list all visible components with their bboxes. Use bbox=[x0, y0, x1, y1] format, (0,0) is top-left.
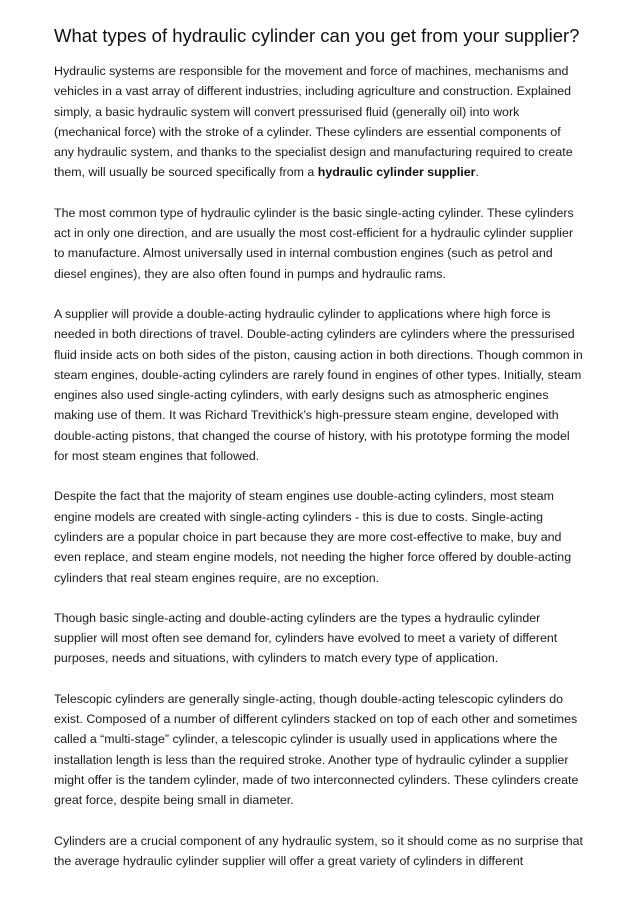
document-page bbox=[54, 26, 584, 891]
paragraph-telescopic-tandem: Telescopic cylinders are generally single-acting, though double-acting telescopic cylinders do exist. Composed of a number of different cylinders stacked on top of each other and sometimes called a “multi-stage” cylinder, a telescopic cylinder is usually used in applications where the installation length is less than the required stroke. Another type of hydraulic cylinder a supplier might offer is the tandem cylinder, made of two interconnected cylinders. These cylinders create great force, despite being small in diameter. bbox=[54, 691, 579, 808]
paragraph-steam-engine-models: Despite the fact that the majority of steam engines use double-acting cylinders, most steam engine models are created with single-acting cylinders - this is due to costs. Single-acting cylinders are a popular choice in part because they are more cost-effective to make, buy and even replace, and steam engine models, not needing the higher force offered by double-acting cylinders that real steam engines require, are no exception. bbox=[54, 489, 572, 585]
paragraph-double-acting: A supplier will provide a double-acting hydraulic cylinder to applications where high force is needed in both directions of travel. Double-acting cylinders are cylinders where the pressurised fluid inside acts on both sides of the piston, causing action in both directions. Though common in steam engines, double-acting cylinders are rarely found in engines of other types. Initially, steam engines also used single-acting cylinders, with early designs such as atmospheric engines making use of them. It was Richard Trevithick’s high-pressure steam engine, developed with double-acting pistons, that changed the course of history, with his prototype forming the model for most steam engines that followed. bbox=[54, 306, 583, 464]
paragraph-intro-text: Hydraulic systems are responsible for the movement and force of machines, mechanisms and vehicles in a vast array of different industries, including agriculture and construction. Explained simply, a basic hydraulic system will convert pressurised fluid (generally oil) into work (mechanical force) with the stroke of a cylinder. These cylinders are essential components of any hydraulic system, and thanks to the specialist design and manufacturing required to create them, will usually be sourced specifically from a bbox=[54, 64, 573, 180]
paragraph-single-acting: The most common type of hydraulic cylinder is the basic single-acting cylinder. These cylinders act in only one direction, and are usually the most cost-efficient for a hydraulic cylinder supplier to manufacture. Almost universally used in internal combustion engines (such as petrol and diesel engines), they are also often found in pumps and hydraulic rams. bbox=[54, 205, 574, 281]
hydraulic-cylinder-supplier-keyword: hydraulic cylinder supplier bbox=[317, 165, 476, 180]
paragraph-conclusion: Cylinders are a crucial component of any hydraulic system, so it should come as no surprise that the average hydraulic cylinder supplier will offer a great variety of cylinders in different bbox=[54, 833, 583, 868]
paragraph-cylinder-variety: Though basic single-acting and double-acting cylinders are the types a hydraulic cylinder supplier will most often see demand for, cylinders have evolved to meet a variety of different purposes, needs and situations, with cylinders to match every type of application. bbox=[54, 610, 558, 666]
document-title: What types of hydraulic cylinder can you get from your supplier? bbox=[54, 25, 580, 46]
paragraph-intro bbox=[54, 61, 584, 183]
paragraph-intro-end: . bbox=[475, 165, 479, 180]
